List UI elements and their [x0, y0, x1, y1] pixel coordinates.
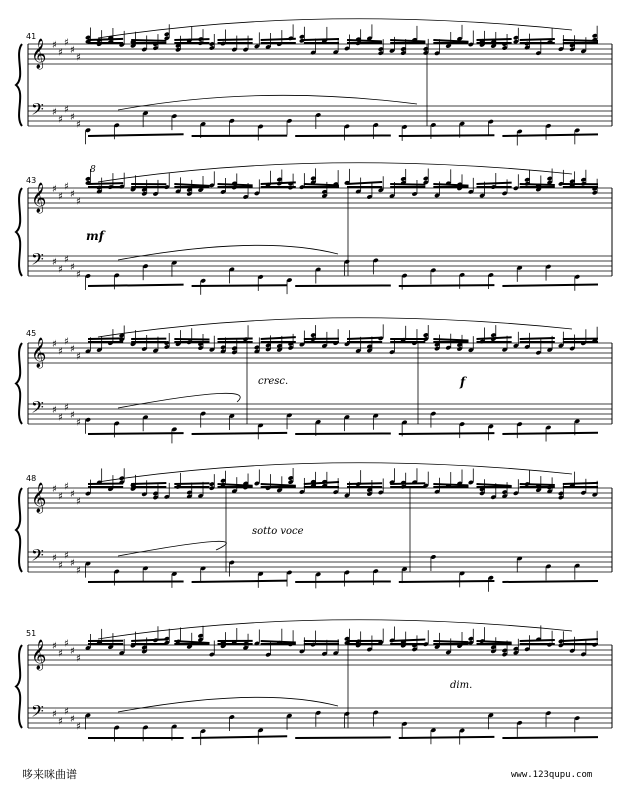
beam [261, 39, 296, 40]
sharp-icon: ♯ [52, 339, 57, 350]
beam [433, 484, 468, 485]
sharp-icon: ♯ [64, 181, 69, 193]
sharp-icon: ♯ [58, 191, 63, 203]
sharp-icon: ♯ [76, 196, 81, 208]
beam [390, 40, 425, 42]
sharp-icon: ♯ [76, 565, 81, 577]
sharp-icon: ♯ [70, 189, 75, 200]
beam [304, 39, 339, 40]
beam [88, 183, 123, 184]
sharp-icon: ♯ [52, 484, 57, 495]
beam [347, 338, 382, 339]
bass-clef-icon: 𝄢 [31, 545, 44, 569]
beam [192, 285, 288, 286]
measure-number: 43 [26, 176, 37, 185]
beam [174, 339, 209, 340]
beam [88, 39, 123, 40]
beam [174, 184, 209, 186]
beam [295, 581, 391, 582]
treble-clef-icon: 𝄞 [31, 640, 47, 670]
treble-clef-icon: 𝄞 [31, 183, 47, 213]
beam [261, 337, 296, 339]
beam [520, 338, 555, 339]
sharp-icon: ♯ [52, 184, 57, 195]
beam [477, 39, 512, 40]
sharp-icon: ♯ [70, 344, 75, 355]
bass-clef-icon: 𝄢 [31, 249, 44, 273]
sharp-icon: ♯ [64, 481, 69, 493]
beam [477, 484, 512, 486]
beam [502, 737, 598, 738]
sharp-icon: ♯ [58, 114, 63, 126]
sharp-icon: ♯ [70, 262, 75, 273]
beam [347, 182, 382, 184]
beam [399, 433, 495, 434]
sharp-icon: ♯ [52, 40, 57, 51]
beam [520, 484, 555, 485]
slur [118, 541, 226, 556]
beam [174, 39, 209, 40]
sharp-icon: ♯ [52, 553, 57, 564]
beam [520, 184, 555, 185]
slur [118, 245, 338, 260]
dynamic-f: f [460, 375, 466, 389]
beam [295, 135, 391, 136]
sharp-icon: ♯ [58, 346, 63, 358]
beam [88, 285, 184, 286]
sharp-icon: ♯ [70, 558, 75, 569]
sharp-icon: ♯ [76, 52, 81, 64]
treble-clef-icon: 𝄞 [31, 483, 47, 513]
sharp-icon: ♯ [76, 417, 81, 429]
beam [131, 639, 166, 641]
brace [16, 44, 22, 126]
beam [433, 339, 468, 340]
beam [192, 736, 288, 738]
sharp-icon: ♯ [76, 496, 81, 508]
slur [118, 95, 417, 110]
sharp-icon: ♯ [58, 648, 63, 660]
beam [399, 737, 495, 738]
sharp-icon: ♯ [76, 269, 81, 281]
beam [192, 433, 288, 434]
sharp-icon: ♯ [70, 45, 75, 56]
beam [174, 483, 209, 484]
brace [16, 488, 22, 572]
beam [295, 737, 391, 738]
beam [295, 433, 391, 434]
measure-number: 51 [26, 629, 37, 638]
beam [192, 581, 288, 582]
sharp-icon: ♯ [64, 254, 69, 266]
slur [118, 697, 338, 712]
sharp-icon: ♯ [76, 351, 81, 363]
expression-dim: dim. [450, 680, 473, 691]
beam [399, 581, 495, 582]
expression-sotto-voce: sotto voce [252, 526, 304, 537]
sharp-icon: ♯ [52, 107, 57, 118]
beam [131, 40, 166, 41]
beam [347, 40, 382, 41]
octave-marking: 8 [90, 165, 96, 175]
beam [347, 483, 382, 484]
brace [16, 645, 22, 728]
slur [98, 463, 572, 482]
beam [563, 40, 598, 41]
bass-clef-icon: 𝄢 [31, 397, 44, 421]
beam [502, 285, 598, 286]
beam [304, 184, 339, 185]
sharp-icon: ♯ [76, 653, 81, 665]
treble-clef-icon: 𝄞 [31, 338, 47, 368]
sharp-icon: ♯ [76, 119, 81, 131]
beam [295, 285, 391, 286]
sharp-icon: ♯ [70, 646, 75, 657]
slur [118, 393, 240, 408]
beam [502, 581, 598, 582]
sharp-icon: ♯ [64, 336, 69, 348]
beam [218, 184, 253, 185]
brace [16, 343, 22, 424]
sharp-icon: ♯ [70, 410, 75, 421]
expression-cresc: cresc. [258, 376, 289, 387]
beam [433, 184, 468, 186]
sharp-icon: ♯ [70, 112, 75, 123]
bass-clef-icon: 𝄢 [31, 701, 44, 725]
sharp-icon: ♯ [58, 491, 63, 503]
sharp-icon: ♯ [70, 714, 75, 725]
sharp-icon: ♯ [58, 47, 63, 59]
sharp-icon: ♯ [52, 257, 57, 268]
sharp-icon: ♯ [58, 412, 63, 424]
sharp-icon: ♯ [70, 489, 75, 500]
beam [261, 641, 296, 642]
sharp-icon: ♯ [64, 638, 69, 650]
sharp-icon: ♯ [58, 716, 63, 728]
dynamic-mf: mf [86, 229, 104, 243]
beam [390, 483, 425, 484]
beam [261, 484, 296, 486]
bass-clef-icon: 𝄢 [31, 99, 44, 123]
beam [520, 640, 555, 641]
sharp-icon: ♯ [52, 405, 57, 416]
sharp-icon: ♯ [64, 37, 69, 49]
beam [502, 134, 598, 136]
beam [502, 433, 598, 434]
sharp-icon: ♯ [52, 641, 57, 652]
beam [218, 39, 253, 40]
beam [477, 337, 512, 339]
beam [477, 183, 512, 184]
beam [433, 641, 468, 642]
beam [390, 184, 425, 185]
beam [399, 285, 495, 286]
beam [390, 640, 425, 641]
beam [399, 135, 495, 136]
beam [88, 338, 123, 339]
treble-clef-icon: 𝄞 [31, 39, 47, 69]
beam [304, 482, 339, 484]
measure-number: 48 [26, 474, 37, 483]
sharp-icon: ♯ [64, 104, 69, 116]
beam [433, 40, 468, 42]
beam [563, 639, 598, 641]
beam [520, 39, 555, 40]
beam [131, 483, 166, 484]
measure-number: 41 [26, 32, 37, 41]
beam [88, 134, 184, 136]
sharp-icon: ♯ [58, 560, 63, 572]
footer-site-name: 哆来咪曲谱 [22, 768, 77, 781]
footer-url: www.123qupu.com [511, 770, 593, 780]
sharp-icon: ♯ [64, 706, 69, 718]
sharp-icon: ♯ [64, 550, 69, 562]
beam [563, 483, 598, 484]
beam [88, 433, 184, 434]
sharp-icon: ♯ [52, 709, 57, 720]
sharp-icon: ♯ [58, 264, 63, 276]
measure-number: 45 [26, 329, 37, 338]
sharp-icon: ♯ [64, 402, 69, 414]
sharp-icon: ♯ [76, 721, 81, 733]
brace [16, 188, 22, 276]
